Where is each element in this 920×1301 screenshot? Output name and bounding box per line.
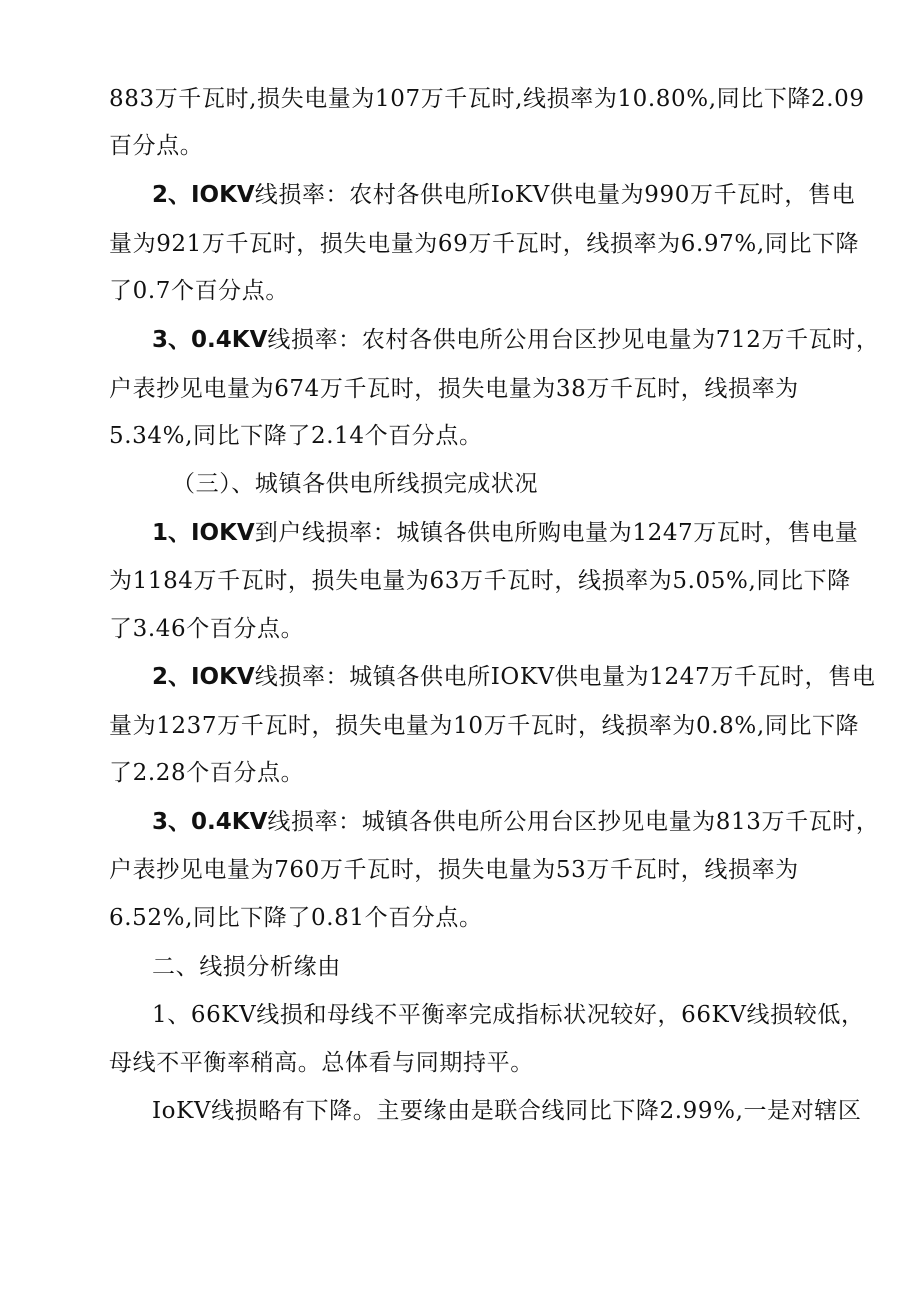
item-text: 到户线损率：城镇各供电所购电量为1247万瓦时，售电量: [254, 520, 859, 546]
item-number: 2、IOKV: [152, 182, 255, 208]
item-text: 线损率：农村各供电所IoKV供电量为990万千瓦时，售电: [254, 182, 856, 208]
text-line: 量为921万千瓦时，损失电量为69万千瓦时，线损率为6.97%,同比下降: [109, 231, 860, 257]
item-text: 线损率：农村各供电所公用台区抄见电量为712万千瓦时，: [267, 327, 880, 353]
text-line: 户表抄见电量为674万千瓦时，损失电量为38万千瓦时，线损率为: [109, 376, 799, 402]
text-line: 了3.46个百分点。: [109, 616, 305, 642]
text-line: IoKV线损略有下降。主要缘由是联合线同比下降2.99%,一是对辖区: [152, 1098, 862, 1124]
text-line: [152, 325, 879, 355]
section-heading: （三）、城镇各供电所线损完成状况: [172, 471, 539, 497]
section-heading: 二、线损分析缘由: [152, 954, 341, 980]
text-line: [152, 807, 879, 837]
text-line: 户表抄见电量为760万千瓦时，损失电量为53万千瓦时，线损率为: [109, 857, 799, 883]
item-text: 线损率：城镇各供电所IOKV供电量为1247万千瓦时，售电: [254, 664, 876, 690]
text-line: 量为1237万千瓦时，损失电量为10万千瓦时，线损率为0.8%,同比下降: [109, 713, 860, 739]
text-line: 5.34%,同比下降了2.14个百分点。: [109, 423, 483, 449]
text-line: 了0.7个百分点。: [109, 278, 289, 304]
item-number: 3、0.4KV: [152, 809, 268, 835]
item-number: 3、0.4KV: [152, 327, 268, 353]
text-line: 883万千瓦时,损失电量为107万千瓦时,线损率为10.80%,同比下降2.09: [109, 86, 865, 112]
text-line: 6.52%,同比下降了0.81个百分点。: [109, 905, 483, 931]
item-text: 线损率：城镇各供电所公用台区抄见电量为813万千瓦时，: [267, 809, 880, 835]
text-line: 1、66KV线损和母线不平衡率完成指标状况较好，66KV线损较低，: [152, 1002, 865, 1028]
item-number: 1、IOKV: [152, 520, 255, 546]
text-line: 百分点。: [109, 133, 204, 159]
text-line: [152, 518, 858, 548]
item-number: 2、IOKV: [152, 664, 255, 690]
text-line: 为1184万千瓦时，损失电量为63万千瓦时，线损率为5.05%,同比下降: [109, 568, 851, 594]
text-line: [152, 662, 875, 692]
text-line: 母线不平衡率稍高。总体看与同期持平。: [109, 1050, 534, 1076]
text-line: 了2.28个百分点。: [109, 760, 305, 786]
text-line: [152, 180, 855, 210]
